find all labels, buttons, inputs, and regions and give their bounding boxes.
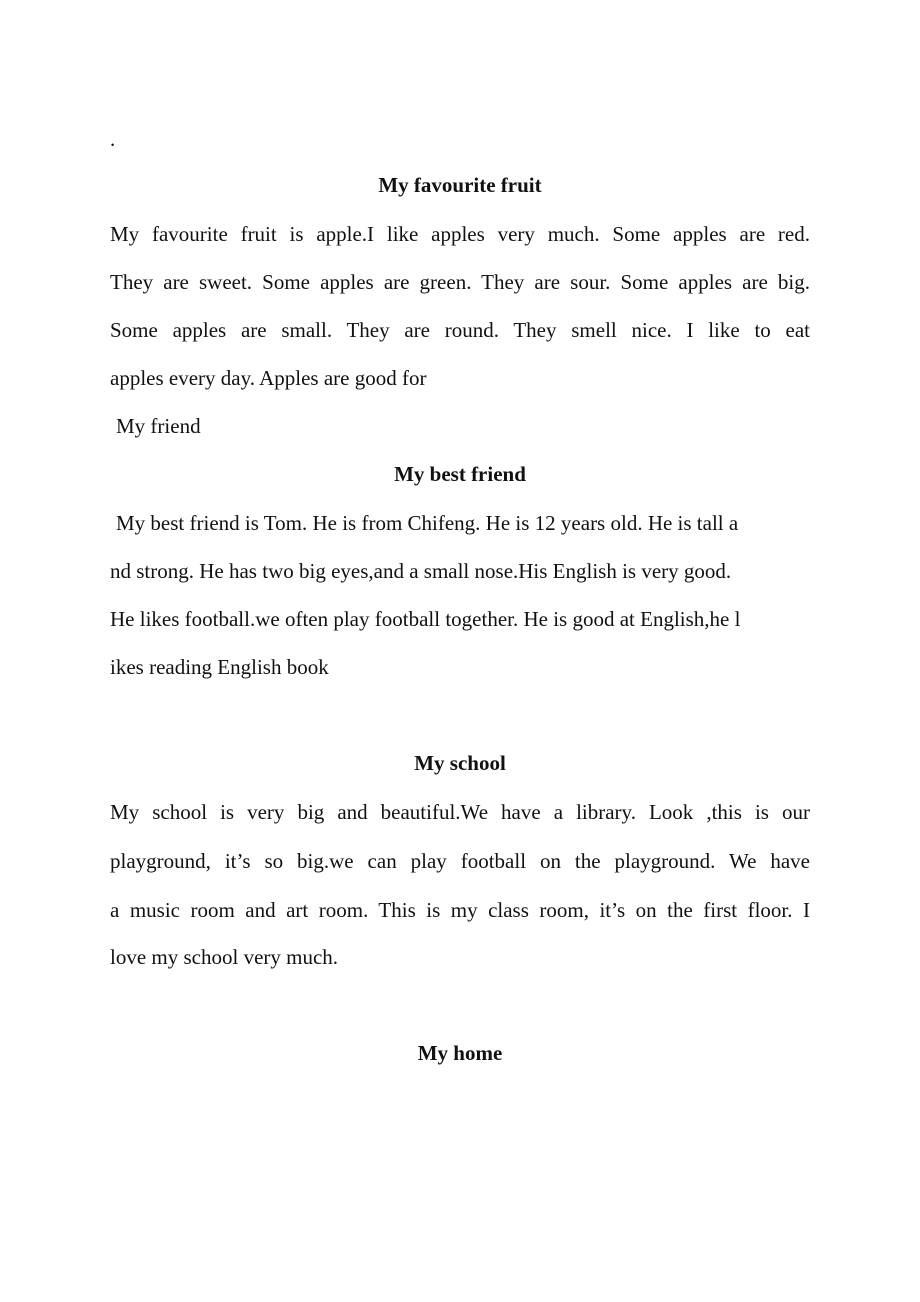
- page-marker: .: [110, 127, 116, 151]
- heading-my-school: My school: [414, 751, 506, 775]
- friend-line-2: nd strong. He has two big eyes,and a small nose.His English is very good.: [110, 559, 732, 583]
- fruit-line-2: They are sweet. Some apples are green. They are sour. Some apples are big.: [110, 270, 810, 294]
- school-line-1: My school is very big and beautiful.We have a library. Look ,this is our: [110, 800, 810, 824]
- school-line-2: playground, it’s so big.we can play football on the playground. We have: [110, 849, 810, 873]
- friend-label: My friend: [116, 414, 201, 438]
- heading-best-friend: My best friend: [394, 462, 526, 486]
- school-line-4: love my school very much.: [110, 945, 339, 969]
- heading-my-home: My home: [417, 1041, 503, 1065]
- friend-line-4: ikes reading English book: [110, 655, 329, 679]
- friend-line-1: My best friend is Tom. He is from Chifeng. He is 12 years old. He is tall a: [116, 511, 739, 535]
- school-line-3: a music room and art room. This is my class room, it’s on the first floor. I: [110, 898, 810, 922]
- friend-line-3: He likes football.we often play football together. He is good at English,he l: [110, 607, 741, 631]
- fruit-line-3: Some apples are small. They are round. They smell nice. I like to eat: [110, 318, 810, 342]
- heading-favourite-fruit: My favourite fruit: [378, 173, 542, 197]
- fruit-line-1: My favourite fruit is apple.I like apples very much. Some apples are red.: [110, 222, 810, 246]
- fruit-line-4: apples every day. Apples are good for: [110, 366, 427, 390]
